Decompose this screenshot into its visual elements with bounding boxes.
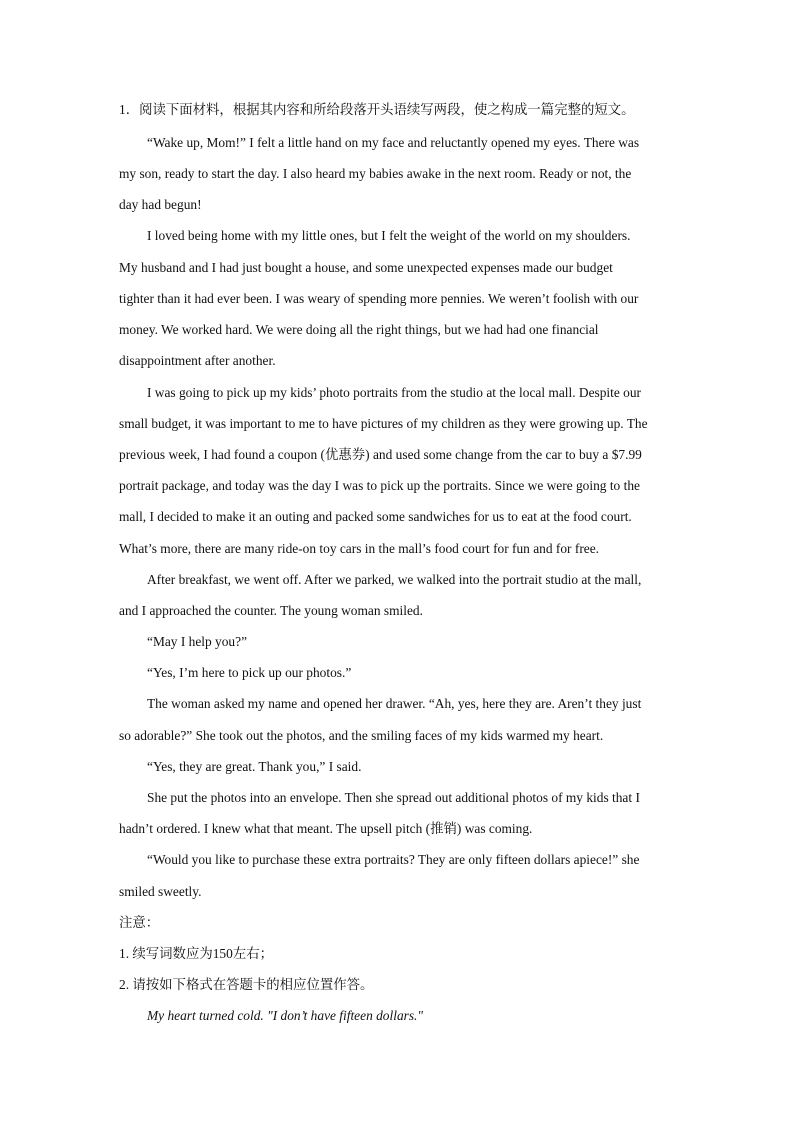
question-prompt: 1．阅读下面材料，根据其内容和所给段落开头语续写两段，使之构成一篇完整的短文。 <box>119 102 635 117</box>
passage-line: small budget, it was important to me to have pictures of my children as they were growing up. The <box>119 416 648 431</box>
passage-line: and I approached the counter. The young woman smiled. <box>119 603 423 618</box>
note-item: 2. 请按如下格式在答题卡的相应位置作答。 <box>119 977 374 992</box>
passage-line: My husband and I had just bought a house, and some unexpected expenses made our budget <box>119 260 613 275</box>
passage-line: “Wake up, Mom!” I felt a little hand on my face and reluctantly opened my eyes. There was <box>147 135 640 150</box>
passage-line: tighter than it had ever been. I was weary of spending more pennies. We weren’t foolish with our <box>119 291 639 306</box>
passage-line: money. We worked hard. We were doing all the right things, but we had had one financial <box>119 322 599 337</box>
passage-line: my son, ready to start the day. I also heard my babies awake in the next room. Ready or not, the <box>119 166 632 181</box>
passage-line: “Yes, they are great. Thank you,” I said. <box>147 759 362 774</box>
passage-line: She put the photos into an envelope. Then she spread out additional photos of my kids that I <box>147 790 640 805</box>
passage-line: hadn’t ordered. I knew what that meant. The upsell pitch (推销) was coming. <box>119 821 533 836</box>
passage-line: I was going to pick up my kids’ photo portraits from the studio at the local mall. Despite our <box>147 385 642 400</box>
passage-line: day had begun! <box>119 197 202 212</box>
passage-line: previous week, I had found a coupon (优惠券) and used some change from the car to buy a $7.99 <box>119 447 642 462</box>
passage-line: What’s more, there are many ride-on toy cars in the mall’s food court for fun and for free. <box>119 541 600 556</box>
passage-line: I loved being home with my little ones, but I felt the weight of the world on my shoulders. <box>147 228 631 243</box>
passage-line: so adorable?” She took out the photos, and the smiling faces of my kids warmed my heart. <box>119 728 604 743</box>
passage-line: portrait package, and today was the day I was to pick up the portraits. Since we were going to the <box>119 478 640 493</box>
passage-line: “Yes, I’m here to pick up our photos.” <box>147 665 352 680</box>
passage-line: “Would you like to purchase these extra portraits? They are only fifteen dollars apiece!” she <box>147 852 640 867</box>
notes-title: 注意： <box>119 915 160 930</box>
passage-line: disappointment after another. <box>119 353 276 368</box>
passage-line: The woman asked my name and opened her drawer. “Ah, yes, here they are. Aren’t they just <box>147 696 642 711</box>
passage-line: “May I help you?” <box>147 634 248 649</box>
note-item: 1. 续写词数应为150左右； <box>119 946 273 961</box>
passage-line: mall, I decided to make it an outing and packed some sandwiches for us to eat at the food court. <box>119 509 632 524</box>
passage-line: After breakfast, we went off. After we parked, we walked into the portrait studio at the mall, <box>147 572 642 587</box>
continuation-opening: My heart turned cold. "I don’t have fifteen dollars." <box>147 1008 424 1023</box>
passage-line: smiled sweetly. <box>119 884 202 899</box>
